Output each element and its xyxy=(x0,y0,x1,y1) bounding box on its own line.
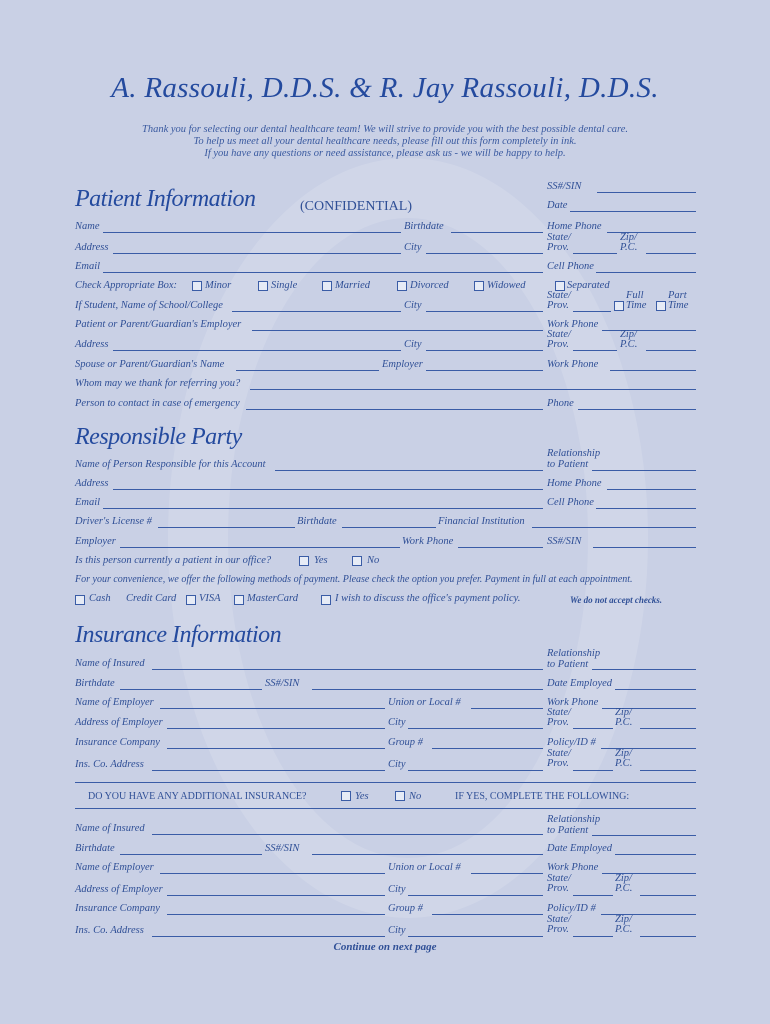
insured-employer-label: Name of Employer xyxy=(75,697,154,708)
insured-zip-field[interactable] xyxy=(640,728,696,729)
insured2-ssn-field[interactable] xyxy=(312,854,543,855)
insured-city-field[interactable] xyxy=(408,728,543,729)
visa-checkbox[interactable] xyxy=(186,595,196,605)
referral-label: Whom may we thank for referring you? xyxy=(75,378,241,389)
part-time-label xyxy=(668,291,688,311)
prov-text: Prov. xyxy=(547,883,569,894)
responsible-ssn-field[interactable] xyxy=(593,547,696,548)
additional-no-checkbox[interactable] xyxy=(395,791,405,801)
insured2-date-employed-label: Date Employed xyxy=(547,843,613,854)
responsible-home-phone-field[interactable] xyxy=(607,489,696,490)
responsible-email-field[interactable] xyxy=(103,508,543,509)
insured-employer-field[interactable] xyxy=(160,708,385,709)
employer-field[interactable] xyxy=(252,330,543,331)
insured2-group-field[interactable] xyxy=(432,914,543,915)
patient-name-label: Name xyxy=(75,221,100,232)
insurance-company-field[interactable] xyxy=(167,748,385,749)
date-employed-field[interactable] xyxy=(615,689,696,690)
ins-co-state-label xyxy=(547,749,571,769)
responsible-name-label: Name of Person Responsible for this Account xyxy=(75,459,266,470)
current-patient-no-label: No xyxy=(367,555,380,566)
emergency-phone-label: Phone xyxy=(547,398,574,409)
insured2-zip-field[interactable] xyxy=(640,895,696,896)
patient-address-label: Address xyxy=(75,242,109,253)
additional-yes-checkbox[interactable] xyxy=(341,791,351,801)
responsible-cell-field[interactable] xyxy=(596,508,696,509)
insured2-work-phone-label: Work Phone xyxy=(547,862,599,873)
ins-co-city-label: City xyxy=(388,759,406,770)
insured2-union-label: Union or Local # xyxy=(388,862,461,873)
insured-name-label: Name of Insured xyxy=(75,658,145,669)
insured2-co-city-field[interactable] xyxy=(408,936,543,937)
to-patient-text: to Patient xyxy=(547,459,589,470)
prov-text: Prov. xyxy=(547,758,569,769)
student-field[interactable] xyxy=(232,311,401,312)
insured-ssn-field[interactable] xyxy=(312,689,543,690)
employer-state-field[interactable] xyxy=(573,350,617,351)
relationship-text: Relationship xyxy=(547,448,601,459)
discuss-policy-label: I wish to discuss the office's payment policy. xyxy=(335,593,521,604)
responsible-work-phone-field[interactable] xyxy=(458,547,543,548)
patient-home-phone-label: Home Phone xyxy=(547,221,602,232)
responsible-email-label: Email xyxy=(75,497,101,508)
emergency-label: Person to contact in case of emergency xyxy=(75,398,240,409)
minor-label: Minor xyxy=(205,280,232,291)
insured2-city-field[interactable] xyxy=(408,895,543,896)
if-yes-label: IF YES, COMPLETE THE FOLLOWING: xyxy=(455,791,630,802)
continue-note: Continue on next page xyxy=(333,941,437,953)
zip-text: Zip/ xyxy=(620,329,637,340)
insured-birthdate-field[interactable] xyxy=(120,689,262,690)
patient-cell-field[interactable] xyxy=(596,272,696,273)
insured-birthdate-label: Birthdate xyxy=(75,678,115,689)
current-patient-yes-checkbox[interactable] xyxy=(299,556,309,566)
time-text: Time xyxy=(668,300,689,311)
insured-name-field[interactable] xyxy=(152,669,543,670)
to-patient-text: to Patient xyxy=(547,825,589,836)
patient-ssn-label: SS#/SIN xyxy=(547,181,582,192)
full-text: Full xyxy=(626,290,644,301)
emergency-field[interactable] xyxy=(246,409,543,410)
employer-city-label: City xyxy=(404,339,422,350)
insured2-relationship-field[interactable] xyxy=(592,835,696,836)
pc-text: P.C. xyxy=(615,924,633,935)
patient-email-label: Email xyxy=(75,261,101,272)
employer-city-field[interactable] xyxy=(426,350,543,351)
group-label: Group # xyxy=(388,737,423,748)
institution-label: Financial Institution xyxy=(438,516,525,527)
divorced-checkbox[interactable] xyxy=(397,281,407,291)
insured2-co-state-field[interactable] xyxy=(573,936,613,937)
credit-card-label: Credit Card xyxy=(126,593,177,604)
ins-co-zip-field[interactable] xyxy=(640,770,696,771)
full-time-checkbox[interactable] xyxy=(614,301,624,311)
union-field[interactable] xyxy=(471,708,543,709)
widowed-checkbox[interactable] xyxy=(474,281,484,291)
insured-state-label xyxy=(547,708,571,728)
insured2-relationship-label xyxy=(547,814,600,836)
widowed-label: Widowed xyxy=(487,280,526,291)
insured2-employer-address-label: Address of Employer xyxy=(75,884,163,895)
patient-date-field[interactable] xyxy=(570,211,696,212)
insured2-group-label: Group # xyxy=(388,903,423,914)
state-text: State/ xyxy=(547,290,571,301)
ins-co-city-field[interactable] xyxy=(408,770,543,771)
insurance-company-label: Insurance Company xyxy=(75,737,160,748)
pc-text: P.C. xyxy=(615,717,633,728)
ins-co-state-field[interactable] xyxy=(573,770,613,771)
state-text: State/ xyxy=(547,873,571,884)
prov-text: Prov. xyxy=(547,924,569,935)
insured2-co-address-field[interactable] xyxy=(152,936,385,937)
institution-field[interactable] xyxy=(532,527,696,528)
insured-work-phone-label: Work Phone xyxy=(547,697,599,708)
spouse-work-phone-field[interactable] xyxy=(610,370,696,371)
part-time-checkbox[interactable] xyxy=(656,301,666,311)
insured2-employer-label: Name of Employer xyxy=(75,862,154,873)
pc-text: P.C. xyxy=(620,339,638,350)
insured2-birthdate-field[interactable] xyxy=(120,854,262,855)
patient-city-label: City xyxy=(404,242,422,253)
insured2-birthdate-label: Birthdate xyxy=(75,843,115,854)
intro-line: If you have any questions or need assistance, please ask us - we will be happy to help. xyxy=(204,148,566,159)
insured2-company-field[interactable] xyxy=(167,914,385,915)
zip-text: Zip/ xyxy=(615,748,632,759)
patient-name-field[interactable] xyxy=(103,232,401,233)
state-text: State/ xyxy=(547,748,571,759)
ins-co-zip-label xyxy=(615,749,632,769)
employer-label: Patient or Parent/Guardian's Employer xyxy=(75,319,242,330)
insured2-employer-field[interactable] xyxy=(160,873,385,874)
insured2-company-label: Insurance Company xyxy=(75,903,160,914)
responsible-relationship-field[interactable] xyxy=(592,470,696,471)
responsible-heading: Responsible Party xyxy=(75,424,242,450)
student-city-field[interactable] xyxy=(426,311,543,312)
insured2-co-zip-field[interactable] xyxy=(640,936,696,937)
zip-text: Zip/ xyxy=(615,914,632,925)
pc-text: P.C. xyxy=(615,758,633,769)
student-state-label xyxy=(547,291,571,311)
responsible-employer-label: Employer xyxy=(75,536,116,547)
spouse-field[interactable] xyxy=(236,370,379,371)
prov-text: Prov. xyxy=(547,300,569,311)
work-phone-label: Work Phone xyxy=(547,319,599,330)
insured2-state-field[interactable] xyxy=(573,895,613,896)
relationship-text: Relationship xyxy=(547,648,601,659)
prov-text: Prov. xyxy=(547,717,569,728)
license-field[interactable] xyxy=(158,527,295,528)
responsible-name-field[interactable] xyxy=(275,470,543,471)
ins-co-address-field[interactable] xyxy=(152,770,385,771)
cash-label: Cash xyxy=(89,593,111,604)
current-patient-yes-label: Yes xyxy=(314,555,328,566)
employer-zip-field[interactable] xyxy=(646,350,696,351)
time-text: Time xyxy=(626,300,647,311)
discuss-policy-checkbox[interactable] xyxy=(321,595,331,605)
ins-co-address-label: Ins. Co. Address xyxy=(75,759,144,770)
single-label: Single xyxy=(271,280,298,291)
insured2-co-zip-label xyxy=(615,915,632,935)
employer-state-label xyxy=(547,330,571,350)
confidential-label: (CONFIDENTIAL) xyxy=(300,199,412,214)
intro-text xyxy=(0,124,770,160)
pc-text: P.C. xyxy=(615,883,633,894)
insured2-co-state-label xyxy=(547,915,571,935)
group-field[interactable] xyxy=(432,748,543,749)
responsible-employer-field[interactable] xyxy=(120,547,400,548)
patient-city-field[interactable] xyxy=(426,253,543,254)
patient-email-field[interactable] xyxy=(103,272,543,273)
policy-label: Policy/ID # xyxy=(547,737,596,748)
responsible-relationship-label xyxy=(547,448,600,470)
relationship-text: Relationship xyxy=(547,814,601,825)
part-text: Part xyxy=(668,290,687,301)
cash-checkbox[interactable] xyxy=(75,595,85,605)
insured2-city-label: City xyxy=(388,884,406,895)
insured2-employer-address-field[interactable] xyxy=(167,895,385,896)
insured2-union-field[interactable] xyxy=(471,873,543,874)
insured2-zip-label xyxy=(615,874,632,894)
patient-ssn-field[interactable] xyxy=(597,192,696,193)
responsible-home-phone-label: Home Phone xyxy=(547,478,602,489)
insured2-state-label xyxy=(547,874,571,894)
insured-zip-label xyxy=(615,708,632,728)
intro-line: To help us meet all your dental healthcare needs, please fill out this form completely in ink. xyxy=(193,136,577,147)
patient-address-field[interactable] xyxy=(113,253,401,254)
responsible-work-phone-label: Work Phone xyxy=(402,536,454,547)
patient-birthdate-field[interactable] xyxy=(451,232,543,233)
married-checkbox[interactable] xyxy=(322,281,332,291)
prov-text: Prov. xyxy=(547,242,569,253)
pc-text: P.C. xyxy=(620,242,638,253)
zip-text: Zip/ xyxy=(615,707,632,718)
insured2-ssn-label: SS#/SIN xyxy=(265,843,300,854)
insured2-date-employed-field[interactable] xyxy=(615,854,696,855)
insured2-name-label: Name of Insured xyxy=(75,823,145,834)
license-label: Driver's License # xyxy=(75,516,152,527)
divorced-label: Divorced xyxy=(410,280,449,291)
to-patient-text: to Patient xyxy=(547,659,589,670)
student-label: If Student, Name of School/College xyxy=(75,300,223,311)
state-text: State/ xyxy=(547,232,571,243)
state-text: State/ xyxy=(547,329,571,340)
patient-date-label: Date xyxy=(547,200,568,211)
patient-zip-field[interactable] xyxy=(646,253,696,254)
employer-address-field[interactable] xyxy=(113,350,401,351)
insured2-co-city-label: City xyxy=(388,925,406,936)
patient-cell-label: Cell Phone xyxy=(547,261,594,272)
current-patient-no-checkbox[interactable] xyxy=(352,556,362,566)
prov-text: Prov. xyxy=(547,339,569,350)
patient-birthdate-label: Birthdate xyxy=(404,221,444,232)
check-box-label: Check Appropriate Box: xyxy=(75,280,178,291)
employer-address-label: Address xyxy=(75,339,109,350)
zip-text: Zip/ xyxy=(615,873,632,884)
additional-yes-label: Yes xyxy=(355,791,369,802)
additional-insurance-question: DO YOU HAVE ANY ADDITIONAL INSURANCE? xyxy=(88,791,307,802)
student-state-field[interactable] xyxy=(573,311,611,312)
responsible-ssn-label: SS#/SIN xyxy=(547,536,582,547)
current-patient-question: Is this person currently a patient in our office? xyxy=(75,555,272,566)
responsible-cell-label: Cell Phone xyxy=(547,497,594,508)
emergency-phone-field[interactable] xyxy=(578,409,696,410)
single-checkbox[interactable] xyxy=(258,281,268,291)
patient-state-label xyxy=(547,233,571,253)
insured-city-label: City xyxy=(388,717,406,728)
spouse-label: Spouse or Parent/Guardian's Name xyxy=(75,359,225,370)
employer-address-field-1[interactable] xyxy=(167,728,385,729)
insured-state-field[interactable] xyxy=(573,728,613,729)
insured2-name-field[interactable] xyxy=(152,834,543,835)
mastercard-label: MasterCard xyxy=(247,593,298,604)
student-city-label: City xyxy=(404,300,422,311)
intro-line: Thank you for selecting our dental healthcare team! We will strive to provide you with the best possible dental care. xyxy=(141,124,629,135)
patient-state-field[interactable] xyxy=(573,253,617,254)
union-label: Union or Local # xyxy=(388,697,461,708)
date-employed-label: Date Employed xyxy=(547,678,613,689)
spouse-work-phone-label: Work Phone xyxy=(547,359,599,370)
page-title: A. Rassouli, D.D.S. & R. Jay Rassouli, D.D.S. xyxy=(111,72,659,104)
divider xyxy=(75,808,696,809)
patient-heading: Patient Information xyxy=(75,186,256,212)
work-phone-field[interactable] xyxy=(602,330,696,331)
insured-relationship-field[interactable] xyxy=(592,669,696,670)
responsible-address-label: Address xyxy=(75,478,109,489)
married-label: Married xyxy=(335,280,370,291)
state-text: State/ xyxy=(547,914,571,925)
spouse-employer-label: Employer xyxy=(382,359,423,370)
insured2-policy-label: Policy/ID # xyxy=(547,903,596,914)
responsible-birthdate-label: Birthdate xyxy=(297,516,337,527)
visa-label: VISA xyxy=(199,593,221,604)
insured2-co-address-label: Ins. Co. Address xyxy=(75,925,144,936)
patient-zip-label xyxy=(620,233,637,253)
spouse-employer-field[interactable] xyxy=(426,370,543,371)
additional-no-label: No xyxy=(409,791,422,802)
responsible-address-field[interactable] xyxy=(113,489,543,490)
separated-label: Separated xyxy=(567,280,610,291)
mastercard-checkbox[interactable] xyxy=(234,595,244,605)
employer-address-label-1: Address of Employer xyxy=(75,717,163,728)
zip-text: Zip/ xyxy=(620,232,637,243)
state-text: State/ xyxy=(547,707,571,718)
payment-note: For your convenience, we offer the following methods of payment. Please check the option you prefer. Payment in full at each appointment. xyxy=(75,574,633,585)
insured-ssn-label: SS#/SIN xyxy=(265,678,300,689)
minor-checkbox[interactable] xyxy=(192,281,202,291)
full-time-label xyxy=(626,291,646,311)
no-checks-note: We do not accept checks. xyxy=(570,595,663,605)
responsible-birthdate-field[interactable] xyxy=(342,527,436,528)
divider xyxy=(75,782,696,783)
insurance-heading: Insurance Information xyxy=(75,622,282,648)
insured-relationship-label xyxy=(547,648,600,670)
referral-field[interactable] xyxy=(250,389,696,390)
employer-zip-label xyxy=(620,330,637,350)
